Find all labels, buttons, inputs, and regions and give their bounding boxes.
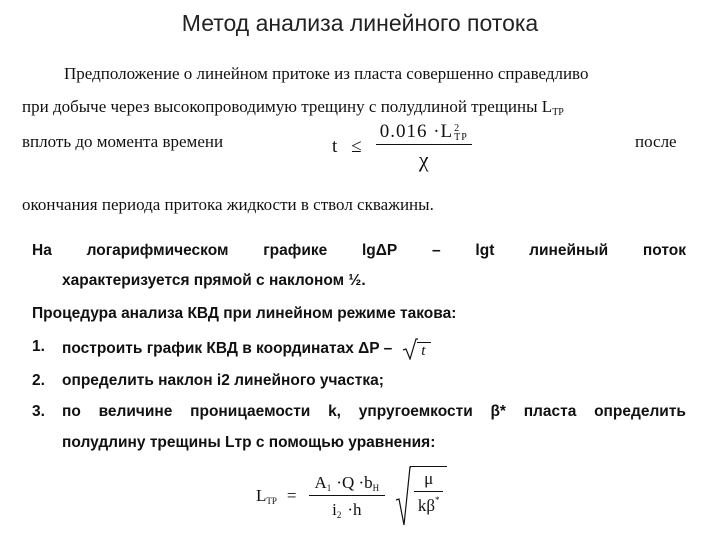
page-title: Метод анализа линейного потока <box>181 10 539 36</box>
ltr-op: = <box>286 486 297 505</box>
ltr-sqrt-num: μ <box>414 469 443 492</box>
step-1-number: 1. <box>32 338 45 355</box>
ltr-num-rest: ·Q ·b <box>336 472 373 492</box>
intro-line-3-left: вплоть до момента времени <box>22 132 224 151</box>
ltr-num-b-sub: Н <box>372 482 380 493</box>
time-formula-denominator: χ <box>418 147 429 172</box>
ltr-lhs-sub: ТР <box>266 496 277 506</box>
para1-line2: характеризуется прямой с наклоном ½. <box>62 272 366 289</box>
step-3-word: упругоемкости <box>358 403 473 420</box>
ltr-den-i: i <box>332 499 337 519</box>
intro-line-2 <box>22 97 564 118</box>
ltr-num-a: A <box>314 472 327 492</box>
para1-line1 <box>32 242 686 260</box>
time-formula-op: ≤ <box>351 136 362 157</box>
sqrt-icon <box>402 338 418 360</box>
step-3-word: k, <box>328 403 341 420</box>
step-3-word: проницаемости <box>190 403 311 420</box>
step-3-word: определить <box>594 403 686 420</box>
step-3-word: величине <box>98 403 173 420</box>
time-formula <box>332 121 472 173</box>
step-1 <box>62 338 431 360</box>
para1-word: логарифмическом <box>86 242 229 259</box>
para1-word: линейный <box>529 242 609 259</box>
step-2-text: определить наклон i2 линейного участка; <box>62 372 384 389</box>
para1-word: lgt <box>475 242 495 259</box>
step-2-number: 2. <box>32 372 45 389</box>
time-formula-indices <box>454 124 468 142</box>
intro-line-1: Предположение о линейном притоке из пласта совершенно справедливо <box>64 64 589 83</box>
step-3-line1 <box>62 403 686 421</box>
ltr-fraction <box>309 473 386 520</box>
step-3-number: 3. <box>32 403 45 420</box>
ltr-sqrt-fraction <box>410 466 447 526</box>
sqrt-t <box>402 338 431 360</box>
ltr-sqrt-icon <box>395 466 411 526</box>
step-3-word: по <box>62 403 81 420</box>
intro-line-2-sub: ТР <box>552 107 564 118</box>
time-formula-numerator-text: 0.016 ·L <box>379 121 454 142</box>
procedure-heading: Процедура анализа КВД при линейном режиме такова: <box>32 305 457 322</box>
intro-line-4: окончания периода притока жидкости в ствол скважины. <box>22 195 434 214</box>
para1-word: На <box>32 242 52 259</box>
step-3-word: пласта <box>523 403 577 420</box>
intro-line-2-text: при добыче через высокопроводимую трещину с полудлиной трещины L <box>22 97 553 116</box>
ltr-den-rest: ·h <box>347 499 362 519</box>
para1-word: поток <box>642 242 686 259</box>
time-formula-fraction <box>376 121 472 173</box>
time-formula-lhs: t <box>332 136 338 157</box>
ltr-sqrt-den-text: kβ <box>417 496 436 515</box>
step-3-line2: полудлину трещины Lтр с помощью уравнения: <box>62 434 436 451</box>
ltr-num-a-sub: 1 <box>326 482 332 493</box>
sqrt-arg: t <box>417 342 431 360</box>
ltr-den-i-sub: 2 <box>336 509 342 520</box>
ltr-formula <box>256 466 447 526</box>
ltr-lhs <box>256 486 277 506</box>
ltr-denominator <box>332 496 361 520</box>
time-formula-sub: ТР <box>454 131 468 143</box>
ltr-sqrt-den-sup: * <box>435 495 440 505</box>
time-formula-sup: 2 <box>454 122 461 134</box>
time-formula-numerator <box>376 121 472 145</box>
step-1-text: построить график КВД в координатах ΔP – <box>62 340 393 357</box>
step-3-word: β* <box>490 403 506 420</box>
intro-line-3-right: после <box>635 132 677 151</box>
ltr-lhs-letter: L <box>256 486 267 505</box>
para1-word: lgΔP <box>362 242 398 259</box>
ltr-sqrt-den <box>418 492 440 516</box>
para1-word: – <box>432 242 441 259</box>
para1-word: графике <box>263 242 328 259</box>
ltr-sqrt <box>395 466 447 526</box>
ltr-numerator <box>309 473 386 496</box>
